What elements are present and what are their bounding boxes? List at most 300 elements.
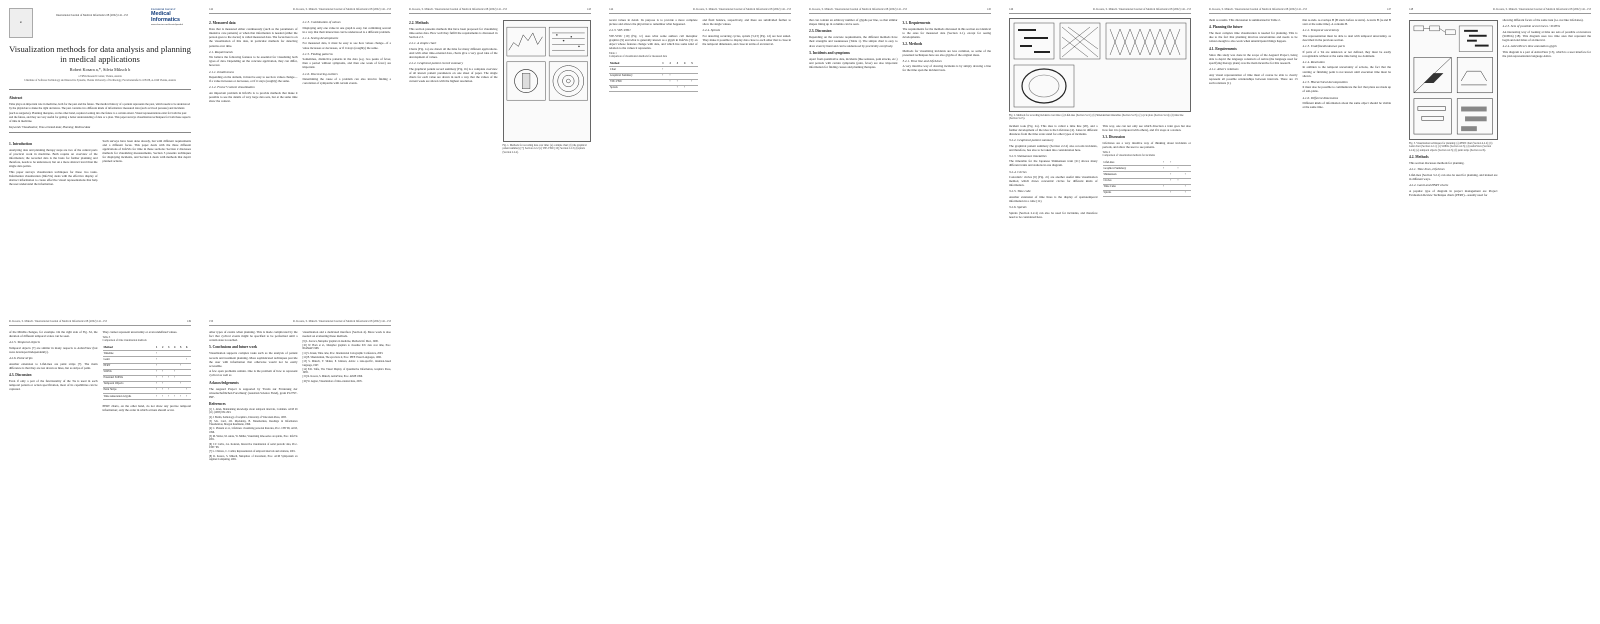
column-right <box>503 18 592 157</box>
table-cell: • <box>155 381 161 387</box>
table-cell: • <box>173 369 179 375</box>
keywords: Keywords: Visualization; Time-oriented data; Planning; Medical data <box>9 124 91 129</box>
subsection-heading: 4.2.5. Temporal objects <box>9 340 40 345</box>
subsection-text: For measured data, it must be easy to see how values change—if a value increases or decreases, or if it stays (roughly) the same. <box>302 41 391 50</box>
page-5 <box>800 0 1000 312</box>
table-1-caption: Table 1 Comparison of visualization methods for measured data <box>609 51 668 59</box>
subsection-text: Determining the cause of a problem can also involve finding a correlation of symptoms with certain events. <box>302 77 391 86</box>
reference-item: [6] J.V. Carlis, J.A. Konstan, Interactive visualization of serial periodic data, Proc. UIST '98. <box>209 442 298 449</box>
subsection-text: Depending on the domain, it must be easy to see how values change—if a value increases or decreases, or if it stays (roughly) the same. <box>209 75 298 84</box>
page-number: 148 <box>1409 8 1414 11</box>
section-heading: 4.3. Discussion <box>9 372 32 377</box>
subsection-heading: 2.1.3. Combination of values <box>302 20 341 25</box>
table-cell: • <box>161 394 167 400</box>
reference-item: [9] L. Kovacs, Metaphor graphics in medicine, Methods Inf. Med., 1998. <box>302 339 379 343</box>
affiliation-b: b Institute of Software Technology and Interactive Systems, Vienna University of Technology, Favoritenstraße 9-11/E188, A-1040 Vienna, Austria <box>24 79 176 83</box>
table-header-cell: 1 <box>155 345 161 351</box>
table-header-cell: 3 <box>676 61 683 67</box>
abstract-heading: Abstract <box>9 96 23 101</box>
table-cell: • <box>1169 172 1176 178</box>
body-columns <box>209 18 391 105</box>
journal-url[interactable]: www.elsevier.com/locate/ijmedinf <box>151 24 183 27</box>
table-header-cell: 4 <box>683 61 690 67</box>
page-number: 143 <box>586 8 591 11</box>
subsection-text: Another extension of time lines is the display of spatiotemporal information in a cube [11]. <box>1009 195 1098 204</box>
subsection-heading: 4.1.2. Temporal uncertainty <box>1302 28 1340 33</box>
table-1 <box>609 61 698 91</box>
figure-1-drawing <box>504 21 591 141</box>
subsection-text: Charts (Fig. 1a) are drawn all the time for many different applications. And with other time-oriented data, charts give a very good idea of the development of values. <box>409 47 498 60</box>
running-title: R. Kosara, S. Miksch / International Journal of Medical Informatics 68 (2002) 141–153 <box>293 8 391 11</box>
reference-item: [2] J. Bertin, Semiology of Graphics, University of Wisconsin Press, 1983. <box>209 415 287 419</box>
subsection-heading: 2.2.3. VIE-VISU <box>609 28 631 33</box>
running-head <box>809 8 991 14</box>
page-4 <box>600 0 800 312</box>
subsection-text: The graphical patient summary (Section 2.2.2) also records incidents, and therefore, has also to be taken into consideration here. <box>1009 143 1098 152</box>
section-3-text: Apart from quantitative data, incidents (like seizures, pain attacks, etc.) and periods with certain symptoms (pain, fever) are also important information for finding causes and planning therapies. <box>809 56 898 69</box>
table-cell: PERT <box>103 363 155 369</box>
reference-item: [10] W. Horn et al., Metaphor graphics to visualize ICU data over time, Proc. IDAMAP 1998. <box>302 344 391 351</box>
column-left <box>1209 18 1298 111</box>
page-9 <box>0 312 200 624</box>
subsection-heading: 2.1.5. Finding patterns <box>302 51 333 56</box>
table-cell: • <box>669 73 676 79</box>
table-row <box>103 394 192 400</box>
page-number: 147 <box>1386 8 1391 11</box>
table-cell: • <box>661 67 668 73</box>
journal-logo-top: International Journal of <box>151 8 176 11</box>
section-4-text: The most complex time visualization is needed for planning. This is due to the fact that planning involves uncertainties and needs to be robust enough to also work when unanticipated things happen. <box>1209 31 1298 44</box>
table-cell: • <box>173 375 179 381</box>
subsection-heading: 2.2.4. Spirals <box>702 28 721 33</box>
page-2 <box>200 0 400 312</box>
table-cell: • <box>1169 160 1176 166</box>
subsection-text: VIE-VISU [10] (Fig. 1c) uses what some authors call metaphor graphics [9] and what is generally known as a glyph in InfoVis [3]: an object whose features change with data, and which has some kind of relation to the values it represents. <box>609 33 698 51</box>
subsection-heading: 2.1. Requirements <box>209 49 233 54</box>
column-right <box>1303 18 1392 111</box>
figure-3 <box>1409 20 1498 140</box>
table-cell: • <box>155 394 161 400</box>
column-left <box>409 18 498 157</box>
subsection-heading: 4.1.1. Allen's relations <box>1209 66 1239 71</box>
table-cell: Timeline <box>103 351 155 357</box>
section-heading: 3.1. Requirements <box>902 21 931 26</box>
table-row <box>1103 190 1192 196</box>
table-cell <box>1177 190 1184 196</box>
table-header-cell: 4 <box>173 345 179 351</box>
table-header-cell: 2 <box>669 61 676 67</box>
subsection-heading: 3.2.5. Time cube <box>1009 189 1031 194</box>
body-text: They cannot represent uncertainty or even undefined values. <box>102 330 178 335</box>
subsection-text: Temporal objects [7] are similar in many respects to AsbruView (but were developed independently). <box>9 345 98 354</box>
reference-item: [15] R. Kosara, S. Miksch, AsbruView, Proc. AIME 1999. <box>302 375 363 379</box>
column-left <box>1409 18 1498 198</box>
running-title: R. Kosara, S. Miksch / International Journal of Medical Informatics 68 (2002) 141–153 <box>293 320 391 323</box>
table-cell: • <box>179 381 185 387</box>
subsection-heading: 2.2.2. Graphical patient record summary <box>409 61 464 66</box>
page-6 <box>1000 0 1200 312</box>
paper-authors: Robert Kosara a,*, Silvia Miksch b <box>69 67 131 72</box>
reference-item: [16] W. Aigner, Visualization of time-oriented data, 2005. <box>302 379 363 383</box>
table-3 <box>103 345 192 400</box>
table-cell <box>1162 190 1169 196</box>
table-cell: • <box>179 394 185 400</box>
column-right <box>1503 18 1592 198</box>
table-cell: Time Cube <box>1103 184 1163 190</box>
table-cell: Chart <box>609 67 661 73</box>
section-text: LifeLines are a very intuitive way of thinking about incidents or periods, and allow the user to see patterns. <box>1102 140 1191 150</box>
author-affiliations <box>9 75 191 83</box>
reference-item: [8] R. Kosara, S. Miksch, Metaphors of movement, Proc. ACM Symposium on Applied Computing, 2001. <box>209 454 298 461</box>
section-5-heading: 5. Conclusions and future work <box>209 345 258 350</box>
table-cell: SOPOs <box>103 369 155 375</box>
subsection-text: This diagram is a part of AsbruView [15], which is a user interface for the plan representation language Asbru. <box>1502 49 1591 58</box>
subsection-text: If parts of a TA are unknown or not defined, they must be easily recognizable without at the same time being too dominant. <box>1302 49 1391 58</box>
table-cell <box>661 85 668 91</box>
table-2 <box>1103 160 1192 197</box>
column-left <box>209 330 298 462</box>
table-cell: • <box>661 73 668 79</box>
section-2-text: Data that is measured either continuously (such as the parameters of intensive care patients) or when that information is needed (either the person goes to the doctor) is called measured data. The focus here is on the visualization of this data, in particular methods for detecting patterns over time. <box>209 27 298 48</box>
subsection-heading: 3.2.3. Shinkansen timetables <box>1009 153 1047 158</box>
table-cell: • <box>676 79 683 85</box>
subsection-text: It must also be possible to communicate the fact that plans are made up of sub-plans. <box>1302 85 1391 94</box>
body-text: them as results. This discussion is summarized in Table 2. <box>1209 18 1281 23</box>
subsection-text: LifeLines (Section 3.2.1) can also be used for planning, and indeed are in different ways. <box>1409 172 1498 181</box>
column-left <box>9 330 98 414</box>
body-text: visualization and a dedicated interface (Section 4). More work is also needed on evaluating these methods. <box>302 330 391 339</box>
subsection-heading: 2.1.6. Discovering outliers <box>302 71 338 76</box>
subsection-heading: 4.2.3. Sets of possible occurrences / SOPOs <box>1502 24 1561 29</box>
body-text: and fluid balance, respectively, and there are subdivided further to show the single values. <box>702 18 791 27</box>
section-text: The requirements for the methods discussed in this section are identical to the ones for measured data (Section 2.1), except for seeing developments. <box>902 27 991 40</box>
figure-1 <box>503 20 592 142</box>
running-head <box>209 320 391 326</box>
subsection-heading: 4.2.4. AsbruView's time annotation glyph <box>1502 44 1557 49</box>
table-cell: Spirals <box>1103 190 1163 196</box>
reference-item: [11] S. Kraak, Time cube, Proc. International Cartographic Conference, 2003. <box>302 351 384 355</box>
subsection-heading: 4.1.3. Undefined/unknown parts <box>1302 44 1345 49</box>
table-header-cell: 3 <box>167 345 173 351</box>
body-text: of the MinDu changes, for example. On the right side of Fig. 3d, the duration of different temporal scales can be seen. <box>9 330 98 339</box>
subsection-text: Displaying only one value in one graph is easy, but combining several in a way that their interaction can be understood is a different problem. <box>302 25 391 34</box>
subsection-text: The representation must be able to deal with temporal uncertainty, as described in the previous section. <box>1302 33 1391 42</box>
figure-1-caption: Fig. 1. Methods for recording data over time: (a) a simple chart; (b) the graphical patient summary [7]; Section 2.2.2 (c) VIE-VISU [10]; Section 2.2.3 (d) spirals (Section 2.2.4). <box>502 144 587 154</box>
column-left <box>809 18 898 74</box>
reference-item: [14] E.R. Tufte, The Visual Display of Quantitative Information, Graphics Press, 1983. <box>302 367 391 375</box>
running-title: R. Kosara, S. Miksch / International Journal of Medical Informatics 68 (2002) 141–153 <box>693 8 791 11</box>
section-5-text: Visualization supports complex tasks such as the analysis of patient records and treatment planning. More sophisticated techniques provide the user with information that otherwise would not be easily accessible. <box>209 351 298 368</box>
figure-2 <box>1009 18 1191 112</box>
running-head <box>9 320 191 326</box>
section-text: Since this study was done in the scope of the Asgaard Project, being able to depict the language constructs of Asbru (the language used for specifying therapy plans) was the main incentive for this research. <box>1209 52 1298 65</box>
reference-item: [12] B. Shneiderman, The eyes have it, Proc. IEEE Visual Languages, 1996. <box>302 355 382 359</box>
masthead <box>9 8 191 38</box>
reference-item: [5] M. Weber, M. Alexa, W. Müller, Visualizing time-series on spirals, Proc. InfoVis 2001. <box>209 435 298 442</box>
subsection-text: Different kinds of information about the same object should be visible at the same time. <box>1302 101 1391 110</box>
body-columns <box>1209 18 1391 111</box>
table-cell: • <box>167 394 173 400</box>
table-cell: Circles <box>1103 178 1163 184</box>
subsection-text: Any visual representation of time must of course be able to clearly represent all possible relationships between intervals. There are 13 such relations [1]. <box>1209 72 1298 85</box>
column-left <box>9 139 98 188</box>
table-header-cell: 5 <box>179 345 185 351</box>
table-cell: • <box>669 79 676 85</box>
section-1-heading: 1. Introduction <box>9 141 33 146</box>
table-cell: • <box>161 387 167 393</box>
subsection-heading: 4.1.4. Resolution <box>1302 59 1325 64</box>
table-cell: • <box>1162 160 1169 166</box>
table-cell: • <box>161 375 167 381</box>
subsection-text: A very intuitive way of drawing incidents is by simply drawing a line for the time span the incident lasts. <box>902 64 991 73</box>
column-left <box>1009 124 1098 221</box>
section-heading: 4.1. Requirements <box>1209 46 1237 51</box>
table-header-cell: 5 <box>690 61 697 67</box>
section-3-heading: 3. Incidents and symptoms <box>809 50 850 55</box>
journal-citation: International Journal of Medical Informatics 68 (2002) 141–153 <box>56 14 128 17</box>
page-1 <box>0 0 200 312</box>
section-heading: 3.3. Discussion <box>1102 134 1125 139</box>
subsection-heading: 2.1.4. Seeing developments <box>302 35 339 40</box>
publisher-logo-icon: ❦ <box>9 8 33 38</box>
table-cell: • <box>155 363 161 369</box>
page-number: 150 <box>209 320 214 323</box>
subsection-text: Spirals (Section 2.2.4) can also be used for incidents, and therefore need to be considered here. <box>1009 210 1098 219</box>
table-cell: • <box>1169 178 1176 184</box>
running-title: R. Kosara, S. Miksch / International Journal of Medical Informatics 68 (2002) 141–153 <box>1209 8 1307 11</box>
table-cell: • <box>155 351 161 357</box>
page-number: 146 <box>1009 8 1014 11</box>
running-head <box>609 8 791 14</box>
reference-item: [3] S.K. Card, J.D. Mackinlay, B. Shneiderman, Readings in Information Visualization, Morgan Kaufmann, 1999. <box>209 419 298 427</box>
table-cell: • <box>1162 166 1169 172</box>
subsection-text: Another extension to LifeLines are paint strips [7]. The main difference is that they are not drawn as lines, but as strips of paint. <box>9 361 98 370</box>
section-4-heading: 4. Planning the future <box>1209 25 1243 30</box>
body-columns <box>409 18 591 157</box>
body-text: showing different facets of the same task (i.e. not like LifeLines). <box>1502 18 1584 23</box>
body-columns <box>609 18 791 96</box>
table-cell: • <box>155 369 161 375</box>
subsection-heading: 4.2.1. Time lines, LifeLines <box>1409 167 1445 172</box>
subsection-heading: 4.2.2. Gantt and PERT charts <box>1409 182 1449 187</box>
table-header-cell: 2 <box>161 345 167 351</box>
table-cell: • <box>179 363 185 369</box>
reference-list <box>209 408 298 461</box>
figure-2-drawing <box>1010 19 1190 111</box>
table-header-cell: 6 <box>185 345 191 351</box>
table-cell: Spirals <box>609 85 661 91</box>
table-cell: • <box>1184 190 1191 196</box>
running-title: R. Kosara, S. Miksch / International Journal of Medical Informatics 68 (2002) 141–153 <box>409 8 507 11</box>
subsection-text: The timetable for the Japanese Shinkansen train [21] shows many different trains and stations in one diagram. <box>1009 159 1098 168</box>
table-cell: • <box>167 387 173 393</box>
table-cell: • <box>690 79 697 85</box>
section-text: This section presents methods that have been proposed for visualizing time-series data. How well they fulfill the requirements is discussed in Section 2.3. <box>409 27 498 40</box>
table-cell: • <box>155 387 161 393</box>
table-cell: • <box>155 375 161 381</box>
page-number: 144 <box>609 8 614 11</box>
body-columns <box>209 330 391 462</box>
column-left <box>609 18 698 96</box>
body-columns <box>9 330 191 414</box>
column-right <box>1103 124 1192 221</box>
table-cell <box>669 85 676 91</box>
reference-item: [4] C. Plaisant et al., LifeLines: visualizing personal histories, Proc. CHI '96, ACM, 1996. <box>209 427 298 434</box>
body-text: other types of events when planning. This is made complicated by the fact that cyclical events might be specified to be performed until a certain state is reached. <box>209 330 298 343</box>
section-text: This section discusses methods for planning. <box>1409 161 1465 166</box>
body-text: recent values in detail. Its purpose is to provide a more complete picture and allows the physician to remember what happened. <box>609 18 698 27</box>
reference-list <box>303 340 392 383</box>
table-cell: • <box>676 85 683 91</box>
table-header-cell: 1 <box>661 61 668 67</box>
subsection-heading: 3.2.1. Time line and LifeLines <box>902 58 942 63</box>
running-head <box>1009 8 1191 14</box>
table-cell: • <box>185 394 191 400</box>
page-number: 149 <box>186 320 191 323</box>
subsection-heading: 4.1.5. Hierarchical decomposition <box>1302 79 1348 84</box>
table-cell: • <box>185 357 191 363</box>
table-cell: Graphical Summary <box>609 73 661 79</box>
running-title: R. Kosara, S. Miksch / International Journal of Medical Informatics 68 (2002) 141–153 <box>9 320 107 323</box>
subsection-text: Sometimes, distinctive patterns in the data (e.g. two peaks of fever, then a period without symptoms, and then one week of fever) are important. <box>302 57 391 70</box>
table-cell: Shinkansen <box>1103 172 1163 178</box>
table-cell: • <box>1177 166 1184 172</box>
table-cell: • <box>155 357 161 363</box>
table-cell: • <box>161 369 167 375</box>
table-cell: Graphical Summary <box>1103 166 1163 172</box>
running-head <box>1209 8 1391 14</box>
subsection-text: The graphical patient record summary (Fig. 1b) is a complete overview of all known patient parameters on one sheet of paper. The single charts for each value are drawn in such a way that the values of the current week are shown with the highest resolution. <box>409 66 498 84</box>
body-text: PERT charts, on the other hand, do not show any precise temporal information; only the order in which actions should occur. <box>102 404 191 413</box>
column-right <box>303 330 392 462</box>
subsection-text: An interesting way of looking at time are sets of possible occurrences (SOPOs) [18]. This diagram uses two time axes that represent the begin and end times of an interval. <box>1502 29 1591 42</box>
table-cell: • <box>1184 172 1191 178</box>
subsection-text: An important problem in InfoVis is to provide methods that make it possible to see the details of very large data sets, but at the same time show the context. <box>209 90 298 104</box>
table-cell: Gantt <box>103 357 155 363</box>
table-cell: • <box>173 394 179 400</box>
body-columns <box>809 18 991 74</box>
reference-item: [7] L. Chittaro, C. Combi, Representation of temporal intervals and relations, 2001. <box>209 450 296 454</box>
figure-2-caption: Fig. 2. Methods for recording incidents over time: (a) LifeLines (Section 3.2.1); (b) Shneiderman timetables (Section 3.2.3); (c) cycle plots (Section 3.2.4); (d) time line (Section 3.2.5). <box>1009 114 1184 121</box>
subsection-text: We believe the following features to be essential for visualizing both types of data. Depending on the concrete application, they can differ, however. <box>209 55 298 68</box>
running-head <box>1409 8 1591 14</box>
references-heading: References <box>209 401 226 406</box>
page-number: 142 <box>209 8 214 11</box>
abstract <box>9 89 191 133</box>
table-header-cell: Method <box>103 345 155 351</box>
table-cell: Time Annotation Glyphs <box>103 394 155 400</box>
section-heading: 4.2. Methods <box>1409 154 1429 159</box>
reference-item: [13] S. Miksch, Y. Shahar, P. Johnson, Asbru: a task-specific, intention-based language, 1997. <box>302 360 391 367</box>
table-cell: • <box>683 85 690 91</box>
body-text: incident took (Fig. 2a). This idea is called a time line [20], and a further development of the idea is the LifeLines [4]. Lines in different distances from the time scale stand for other types of incidents. <box>1009 123 1098 136</box>
subsection-heading: 3.2.6. Spirals <box>1009 205 1027 210</box>
subsection-text: Concentric circles [6] (Fig. 2c) are another useful time visualization method, which draws concentric circles for different kinds of information. <box>1009 175 1098 188</box>
page-number: 145 <box>986 8 991 11</box>
subsection-heading: 3.2.2. Graphical patient summary <box>1009 137 1054 142</box>
table-3-caption: Table 3 Comparison of time visualization methods <box>102 335 147 342</box>
subsection-heading: 2.1.1. Intuitiveness <box>209 69 234 74</box>
column-right <box>103 139 192 188</box>
subsection-heading: 3.2.4. Circles <box>1009 169 1027 174</box>
body-text: that A ends. A overlaps B (B starts before A starts). A starts B (A and B start at the same time). A contains B. <box>1302 18 1391 27</box>
body-columns <box>1009 124 1191 221</box>
column-right <box>703 18 792 96</box>
figure-3-caption: Fig. 3. Visualization techniques for planning: (a) PERT chart (Section 4.2.2); (b) Gantt chart (Section 4.2.1); (c) SOPOs (Section 4.2.3); (d) AsbruView (Section 4.2.4); (e) temporal objects (Section 4.2.5); (f) paint strips (Section 4.2.6). <box>1409 142 1493 152</box>
table-cell: • <box>161 381 167 387</box>
section-5-text-2: A few open problems remain. One is the problem of how to represent cyclical as well as <box>209 369 298 378</box>
reference-item: [1] J. Allen, Maintaining knowledge about temporal intervals, Commun. ACM 26 (11) (1983) 832–843. <box>209 408 298 415</box>
page-7 <box>1200 0 1400 312</box>
section-text: Depending on the concrete requirements, the different methods have their strengths and weaknesses (Table 1). The simple chart is easy to draw even by hand and can be understood by practically everybody. <box>809 35 898 48</box>
running-title: R. Kosara, S. Miksch / International Journal of Medical Informatics 68 (2002) 141–153 <box>1493 8 1591 11</box>
subsection-heading: 2.2.1. A simple chart <box>409 41 437 46</box>
table-cell: • <box>185 387 191 393</box>
section-1-text-2: This paper surveys visualization techniques for these two tasks. Information visualization (InfoVis) deals with the effective display of abstract information to create effective visual representations that help the user understand the information. <box>9 170 98 187</box>
table-cell: VIE-VISU <box>609 79 661 85</box>
journal-logo-title: Medical Informatics <box>151 11 181 23</box>
table-cell: Extended SOPOs <box>103 375 155 381</box>
abstract-text: Time plays an important role in medicine, both for the past and the future. The medical history of a patient represents the past, which needs to be understood by the physician to make the right decisions. The past contains two different kinds of information: measured data (such as blood pressure) and incidents (such as surgeries). Planning therapies, on the other hand, requires looking into the future to a certain extent. Visual representations exist for both the past and the future, and they are very useful for getting a better understanding of data or a plan. This paper surveys visualization techniques for both these aspects of time in medicine. <box>9 102 191 123</box>
subsection-text: In addition to the temporal uncertainty of actions, the fact that the starting or finishing point is not known until execution time must be shown. <box>1302 65 1391 78</box>
section-2-heading: 2. Measured data <box>209 21 236 26</box>
running-head <box>409 8 591 14</box>
page-8 <box>1400 0 1600 312</box>
table-cell: • <box>1162 184 1169 190</box>
table-cell: • <box>1169 190 1176 196</box>
acknowledgements-heading: Acknowledgements <box>209 380 239 385</box>
table-cell: Paint Strips <box>103 387 155 393</box>
figure-3-drawing <box>1410 21 1497 139</box>
table-cell <box>690 85 697 91</box>
subsection-text: For detecting recurring cycles, spirals [5,23] (Fig. 1d) are best suited. They make it possible to display data close to each other that is close in the temporal dimension, and close in terms of an interval. <box>702 33 791 47</box>
subsection-heading: 4.1.6. Different dimensions <box>1302 95 1339 100</box>
table-header-cell: Method <box>609 61 661 67</box>
column-right <box>103 330 192 414</box>
body-text: This way, one can not only see which direction a train goes but also how fast it is (compared with others), and if it stops at a station. <box>1102 123 1191 132</box>
column-left <box>209 18 298 105</box>
body-columns <box>1409 18 1591 198</box>
section-text: Even if only a part of the functionality of the TA is used in each temporal pattern or action specification, most of its capabilities can be captured. <box>9 378 98 392</box>
column-right <box>903 18 992 74</box>
body-text: that can contain an arbitrary number of glyphs per line, so that similar shapes lining up in columns can be seen. <box>809 18 898 27</box>
table-cell: • <box>1184 184 1191 190</box>
journal-logo <box>151 8 191 27</box>
page-10 <box>200 312 400 624</box>
running-head <box>209 8 391 14</box>
section-heading: 3.2. Methods <box>902 42 923 47</box>
column-right <box>303 18 392 105</box>
page-3 <box>400 0 600 312</box>
section-heading: 2.2. Methods <box>409 21 429 26</box>
table-cell: LifeLines <box>1103 160 1163 166</box>
running-title: R. Kosara, S. Miksch / International Journal of Medical Informatics 68 (2002) 141–153 <box>809 8 907 11</box>
table-2-caption: Table 2 Comparison of visualization methods for incidents <box>1102 150 1156 157</box>
section-1-text-3: Such surveys have been done already, but with different requirements and a different focus. This paper deals with the three different applications of InfoVis for time in these sections: Section 2 discusses methods for visualizing measurements, Section 3 presents techniques for displaying incidents, and Section 4 deals with methods that depict planned actions. <box>102 138 191 164</box>
acknowledgements-text: The Asgaard Project is supported by 'Fonds zur Förderung der wissenschaftlichen Forschung' (Austrian Science Fund), grant P12797-INF. <box>209 386 298 399</box>
paper-title: Visualization methods for data analysis and planning in medical applications <box>9 44 191 64</box>
subsection-text: A popular type of diagram in project management are Project Evaluation Review Technique charts (PERT)—usually used for <box>1409 188 1498 197</box>
affiliation-a: a VRVis Research Center, Vienna, Austria <box>78 75 122 79</box>
table-cell: • <box>167 375 173 381</box>
subsection-heading: 2.1.2. Focus+context visualization <box>209 85 255 90</box>
section-text: Methods for visualizing incidents are less common, so some of the presented techniques here are also glyphs of the original ideas. <box>902 48 991 57</box>
running-title: R. Kosara, S. Miksch / International Journal of Medical Informatics 68 (2002) 141–153 <box>1093 8 1191 11</box>
section-1-text: Analyzing data and planning therapy steps are two of the central parts of practical work in medicine. Both require an overview of the information; the recorded data is the basis for further planning and therefore, needs to be understood, but on a more abstract level than the single data points. <box>9 148 98 169</box>
table-cell: Temporal Objects <box>103 381 155 387</box>
table-row <box>609 85 698 91</box>
body-columns <box>9 139 191 188</box>
